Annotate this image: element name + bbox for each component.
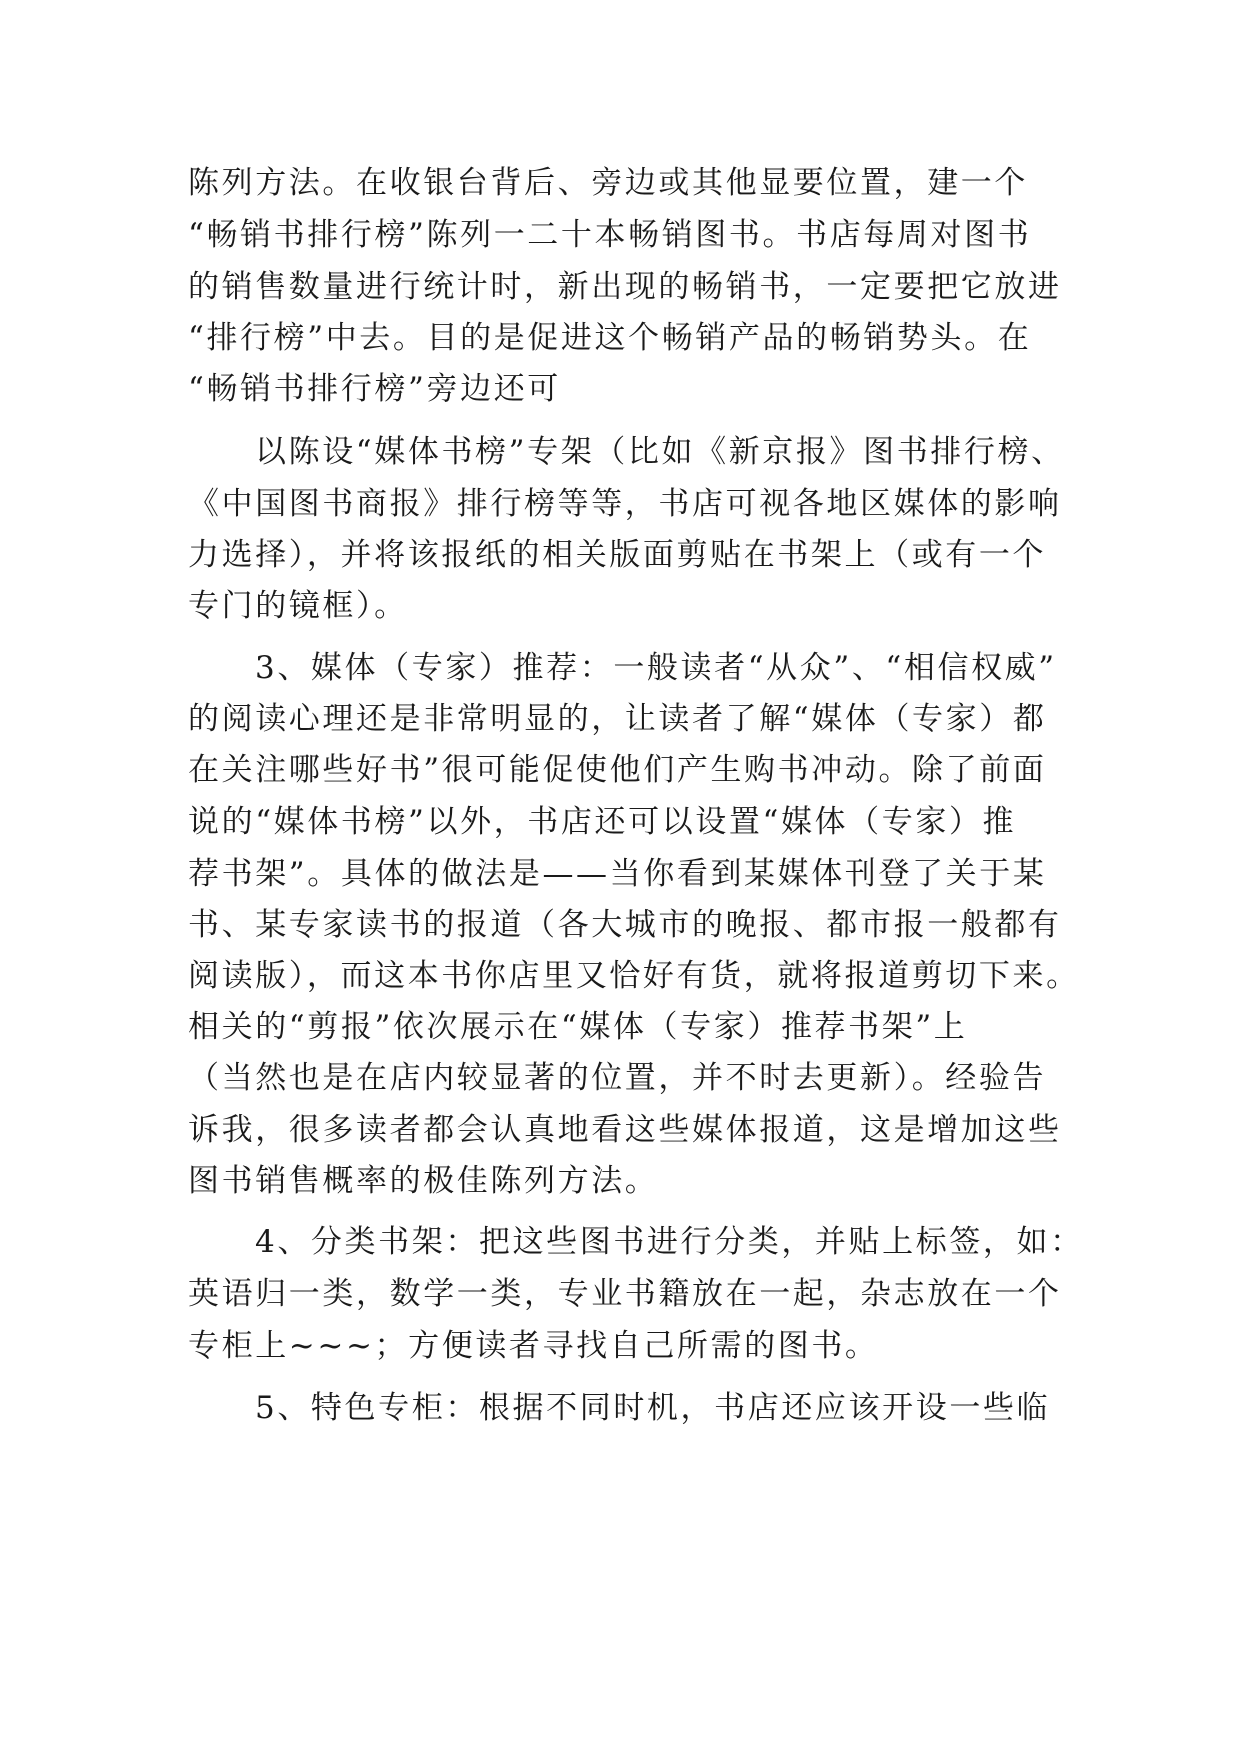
text-line: 专门的镜框）。 (188, 588, 408, 624)
text-line: 力选择），并将该报纸的相关版面剪贴在书架上（或有一个 (188, 537, 1047, 573)
text-line: 的销售数量进行统计时，新出现的畅销书，一定要把它放进 (188, 269, 1062, 305)
text-line: 说的“媒体书榜”以外，书店还可以设置“媒体（专家）推 (188, 804, 1017, 840)
paragraph-first-line: 5、特色专柜：根据不同时机，书店还应该开设一些临 (255, 1390, 1051, 1426)
text-line: 图书销售概率的极佳陈列方法。 (188, 1163, 659, 1199)
text-line: 诉我，很多读者都会认真地看这些媒体报道，这是增加这些 (188, 1112, 1062, 1148)
text-line: 《中国图书商报》排行榜等等，书店可视各地区媒体的影响 (188, 486, 1062, 522)
text-line: 英语归一类，数学一类，专业书籍放在一起，杂志放在一个 (188, 1276, 1062, 1312)
paragraph-first-line: 3、媒体（专家）推荐：一般读者“从众”、“相信权威” (255, 650, 1057, 686)
text-line: 的阅读心理还是非常明显的，让读者了解“媒体（专家）都 (188, 701, 1047, 737)
text-line: 书、某专家读书的报道（各大城市的晚报、都市报一般都有 (188, 907, 1062, 943)
paragraph-first-line: 4、分类书架：把这些图书进行分类，并贴上标签，如： (255, 1224, 1084, 1260)
paragraph-first-line: 以陈设“媒体书榜”专架（比如《新京报》图书排行榜、 (255, 434, 1065, 470)
text-line: “排行榜”中去。目的是促进这个畅销产品的畅销势头。在 (188, 320, 1032, 356)
text-line: （当然也是在店内较显著的位置，并不时去更新）。经验告 (188, 1060, 1047, 1096)
text-line: 在关注哪些好书”很可能促使他们产生购书冲动。除了前面 (188, 752, 1047, 788)
text-line: “畅销书排行榜”陈列一二十本畅销图书。书店每周对图书 (188, 217, 1032, 253)
text-line: 荐书架”。具体的做法是——当你看到某媒体刊登了关于某 (188, 856, 1047, 892)
text-line: “畅销书排行榜”旁边还可 (188, 371, 561, 407)
text-line: 陈列方法。在收银台背后、旁边或其他显要位置，建一个 (188, 165, 1028, 201)
text-line: 相关的“剪报”依次展示在“媒体（专家）推荐书架”上 (188, 1009, 968, 1045)
text-line: 阅读版），而这本书你店里又恰好有货，就将报道剪切下来。 (188, 958, 1080, 994)
text-line: 专柜上~~~；方便读者寻找自己所需的图书。 (188, 1328, 879, 1364)
